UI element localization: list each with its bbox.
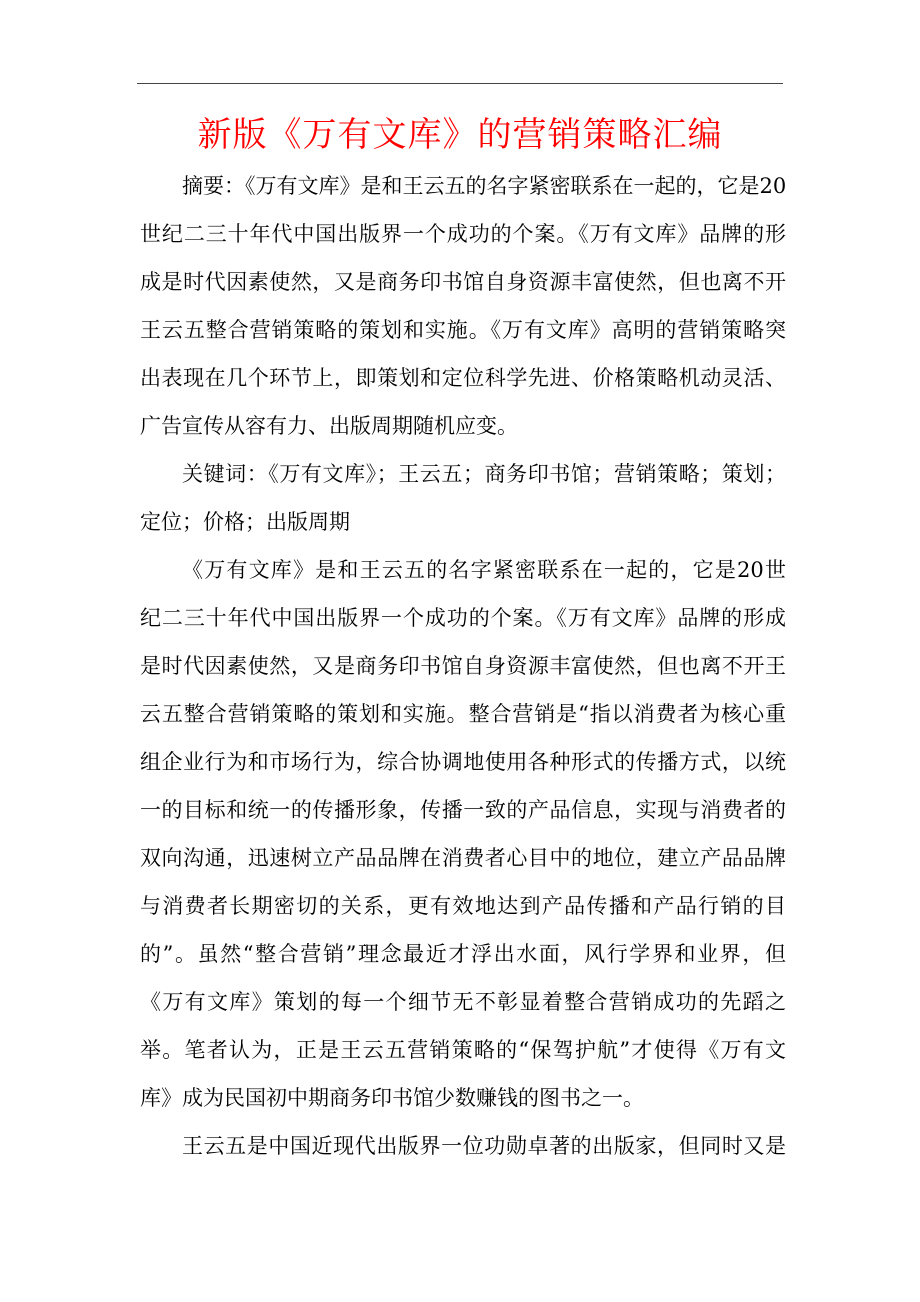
text-line: 出表现在几个环节上，即策划和定位科学先进、价格策略机动灵活、 (140, 366, 786, 390)
text-line: 云五整合营销策略的策划和实施。整合营销是“指以消费者为核心重 (140, 702, 786, 726)
text-line: 关键词：《万有文库》；王云五；商务印书馆；营销策略；策划； (182, 462, 786, 486)
text-line: 库》成为民国初中期商务印书馆少数赚钱的图书之一。 (140, 1086, 644, 1110)
text-line: 世纪二三十年代中国出版界一个成功的个案。《万有文库》品牌的形 (140, 222, 786, 246)
text-line: 《万有文库》策划的每一个细节无不彰显着整合营销成功的先蹈之 (140, 990, 786, 1014)
text-line: 广告宣传从容有力、出版周期随机应变。 (140, 414, 518, 438)
body-paragraph (140, 1122, 786, 1170)
header-rule (137, 83, 783, 84)
text-line: 与消费者长期密切的关系，更有效地达到产品传播和产品行销的目 (140, 894, 786, 918)
text-line: 王云五整合营销策略的策划和实施。《万有文库》高明的营销策略突 (140, 318, 786, 342)
text-line: 组企业行为和市场行为，综合协调地使用各种形式的传播方式，以统 (140, 750, 786, 774)
text-line: 摘要：《万有文库》是和王云五的名字紧密联系在一起的，它是20 (182, 174, 787, 198)
document-body (140, 162, 786, 1170)
body-paragraph (140, 546, 786, 1122)
keywords-paragraph (140, 450, 786, 546)
abstract-paragraph (140, 162, 786, 450)
text-line: 《万有文库》是和王云五的名字紧密联系在一起的，它是20世 (182, 558, 786, 582)
text-line: 举。笔者认为，正是王云五营销策略的“保驾护航”才使得《万有文 (140, 1038, 786, 1062)
text-line: 是时代因素使然，又是商务印书馆自身资源丰富使然，但也离不开王 (140, 654, 786, 678)
text-line: 纪二三十年代中国出版界一个成功的个案。《万有文库》品牌的形成 (140, 606, 786, 630)
text-line: 王云五是中国近现代出版界一位功勋卓著的出版家，但同时又是 (182, 1134, 786, 1158)
document-title: 新版《万有文库》的营销策略汇编 (197, 115, 723, 155)
text-line: 一的目标和统一的传播形象，传播一致的产品信息，实现与消费者的 (140, 798, 786, 822)
text-line: 双向沟通，迅速树立产品品牌在消费者心目中的地位，建立产品品牌 (140, 846, 786, 870)
text-line: 成是时代因素使然，又是商务印书馆自身资源丰富使然，但也离不开 (140, 270, 786, 294)
text-line: 定位；价格；出版周期 (140, 510, 350, 534)
text-line: 的”。虽然“整合营销”理念最近才浮出水面，风行学界和业界，但 (140, 942, 786, 966)
